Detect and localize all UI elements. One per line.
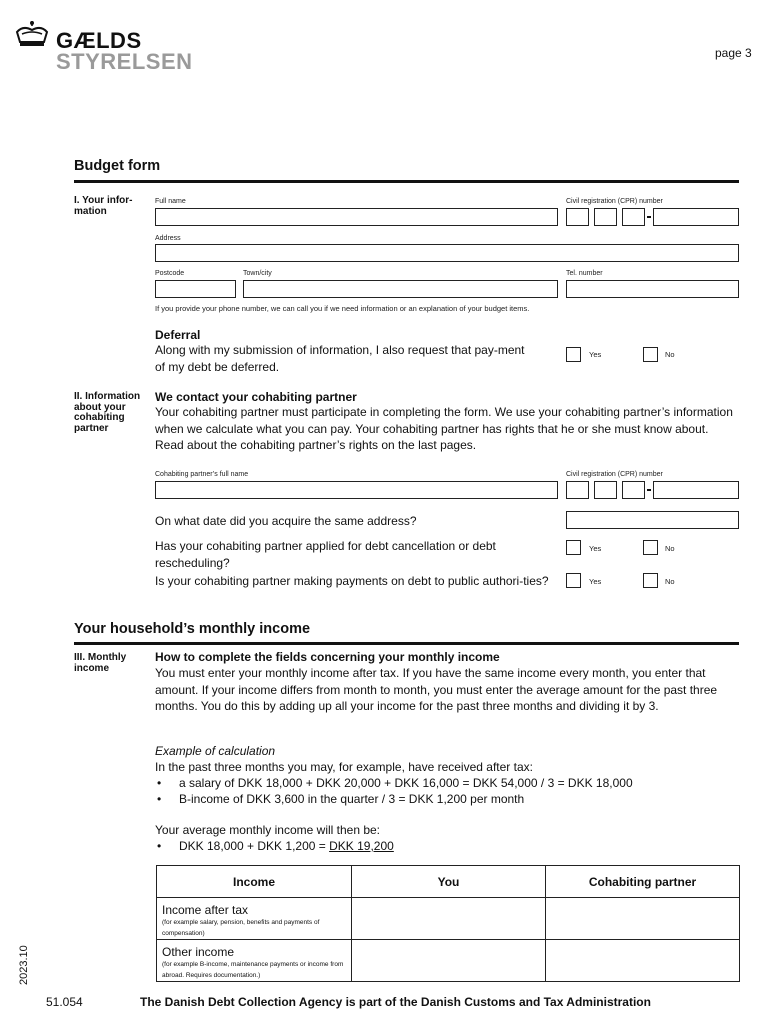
row-label: Other income [162, 945, 235, 959]
other-you-cell[interactable] [352, 940, 546, 982]
other-partner-cell[interactable] [546, 940, 740, 982]
row-label: Income after tax [162, 903, 249, 917]
payments-no-label: No [665, 577, 675, 586]
section-1-label: I. Your infor-mation [74, 195, 133, 217]
deferral-text: Along with my submission of information, I also request that pay-ment of my debt be deferred. [155, 343, 525, 374]
list-item: • a salary of DKK 18,000 + DKK 20,000 + DKK 16,000 = DKK 54,000 / 3 = DKK 18,000 [155, 775, 739, 791]
row-note: (for example salary, pension, benefits and payments of compensation) [162, 919, 320, 937]
partner-cpr-dash [647, 489, 651, 491]
partner-cpr-box-3[interactable] [622, 481, 645, 499]
partner-cpr-box-1[interactable] [566, 481, 589, 499]
section-3-label: III. Monthly income [74, 652, 127, 674]
logo-line-1: GÆLDS [56, 28, 142, 53]
average-prefix: DKK 18,000 + DKK 1,200 = [179, 839, 330, 853]
cancellation-yes-label: Yes [589, 544, 602, 553]
cpr-box-2[interactable] [594, 208, 617, 226]
row-label-cell [157, 898, 352, 940]
cancellation-no-label: No [665, 544, 675, 553]
question-same-address: On what date did you acquire the same address? [155, 514, 417, 528]
average-intro: Your average monthly income will then be: [155, 823, 381, 837]
footer-agency-text: The Danish Debt Collection Agency is part of the Danish Customs and Tax Administration [140, 995, 651, 1009]
income-table [156, 865, 740, 982]
income-rule [74, 642, 739, 645]
payments-no-checkbox[interactable] [643, 573, 658, 588]
column-header: Income [157, 866, 352, 898]
question-debt-cancellation: Has your cohabiting partner applied for debt cancellation or debt rescheduling? [155, 539, 496, 570]
table-row [157, 898, 740, 940]
column-header: You [352, 866, 546, 898]
logo [14, 20, 214, 74]
income-how-text: You must enter your monthly income after tax. If you have the same income every month, you enter that amount. If your income differs from month to month, you must enter the average amount for the past three months. You do this by adding up all your income for the past three months and dividing it by 3. [155, 666, 718, 713]
cpr-box-4[interactable] [653, 208, 739, 226]
example-title: Example of calculation [155, 744, 276, 758]
town-field[interactable] [243, 280, 558, 298]
column-header: Cohabiting partner [546, 866, 740, 898]
list-item: • B-income of DKK 3,600 in the quarter / 3 = DKK 1,200 per month [155, 791, 739, 807]
income-how-title: How to complete the fields concerning your monthly income [155, 650, 500, 664]
average-list [155, 838, 739, 854]
postcode-label: Postcode [155, 270, 185, 277]
postcode-field[interactable] [155, 280, 236, 298]
deferral-yes-checkbox[interactable] [566, 347, 581, 362]
page-title: Budget form [74, 158, 161, 174]
list-item [155, 838, 739, 854]
crown-icon [14, 20, 50, 50]
income-you-cell[interactable] [352, 898, 546, 940]
cpr-dash [647, 216, 651, 218]
partner-cpr-box-2[interactable] [594, 481, 617, 499]
full-name-field[interactable] [155, 208, 558, 226]
section-2-title: We contact your cohabiting partner [155, 390, 357, 404]
section-2-label: II. Information about your cohabiting partner [74, 391, 141, 434]
question-public-payments: Is your cohabiting partner making payments on debt to public authori-ties? [155, 574, 549, 588]
address-field[interactable] [155, 244, 739, 262]
payments-yes-label: Yes [589, 577, 602, 586]
tel-field[interactable] [566, 280, 739, 298]
page-number: page 3 [715, 46, 752, 60]
partner-cpr-label: Civil registration (CPR) number [566, 471, 663, 478]
same-address-date-field[interactable] [566, 511, 739, 529]
row-note: (for example B-income, maintenance payments or income from abroad. Requires documentation.) [162, 961, 344, 979]
example-list [155, 775, 739, 807]
partner-cpr-box-4[interactable] [653, 481, 739, 499]
income-partner-cell[interactable] [546, 898, 740, 940]
cpr-box-1[interactable] [566, 208, 589, 226]
partner-name-label: Cohabiting partner’s full name [155, 471, 249, 478]
deferral-no-checkbox[interactable] [643, 347, 658, 362]
example-intro: In the past three months you may, for example, have received after tax: [155, 760, 533, 774]
town-label: Town/city [243, 270, 272, 277]
version-label: 2023.10 [18, 945, 30, 985]
address-label: Address [155, 235, 181, 242]
logo-line-2: STYRELSEN [56, 49, 193, 74]
average-value: DKK 19,200 [329, 839, 394, 853]
phone-note: If you provide your phone number, we can call you if we need information or an explanation of your budget items. [155, 304, 530, 313]
form-number: 51.054 [46, 995, 83, 1009]
cancellation-yes-checkbox[interactable] [566, 540, 581, 555]
title-rule [74, 180, 739, 183]
cpr-box-3[interactable] [622, 208, 645, 226]
cpr-label: Civil registration (CPR) number [566, 198, 663, 205]
cancellation-no-checkbox[interactable] [643, 540, 658, 555]
row-label-cell [157, 940, 352, 982]
section-2-text: Your cohabiting partner must participate in completing the form. We use your cohabiting partner’s information when we calculate what you can pay. Your cohabiting partner has rights that he or she must know about. Read about the cohabiting partner’s rights on the last pages. [155, 405, 733, 452]
tel-label: Tel. number [566, 270, 603, 277]
income-heading: Your household’s monthly income [74, 621, 311, 637]
table-row [157, 940, 740, 982]
deferral-yes-label: Yes [589, 350, 602, 359]
partner-name-field[interactable] [155, 481, 558, 499]
full-name-label: Full name [155, 198, 186, 205]
deferral-title: Deferral [155, 328, 201, 342]
payments-yes-checkbox[interactable] [566, 573, 581, 588]
deferral-no-label: No [665, 350, 675, 359]
table-header-row [157, 866, 740, 898]
